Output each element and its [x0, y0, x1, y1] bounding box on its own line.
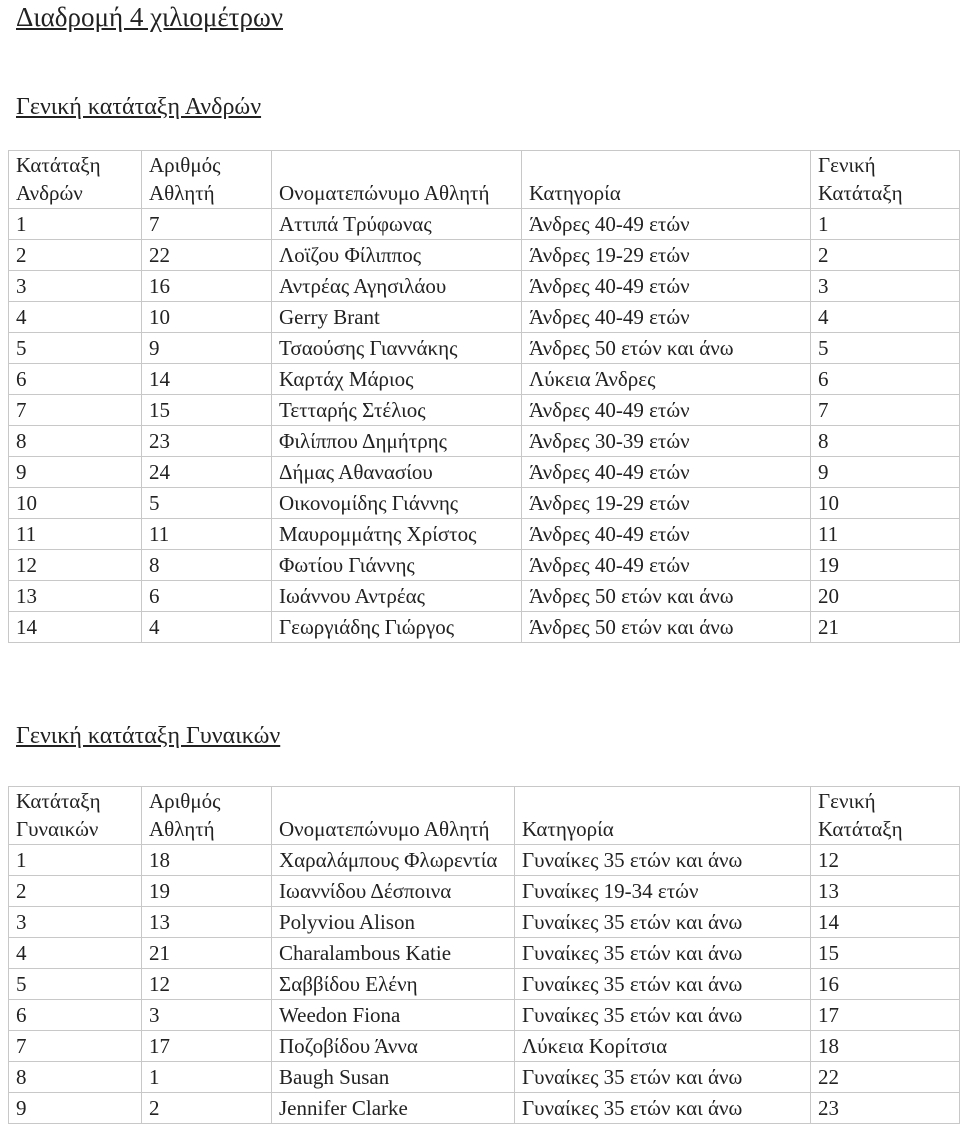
cell-athlete-name: Σαββίδου Ελένη	[272, 969, 515, 1000]
cell-athlete-name: Καρτάχ Μάριος	[272, 364, 522, 395]
cell-athlete-number: 3	[142, 1000, 272, 1031]
cell-overall-rank: 23	[811, 1093, 960, 1124]
cell-rank: 5	[9, 969, 142, 1000]
cell-rank: 2	[9, 876, 142, 907]
cell-category: Λύκεια Κορίτσια	[515, 1031, 811, 1062]
cell-athlete-name: Ποζοβίδου Άννα	[272, 1031, 515, 1062]
women-results-table	[8, 786, 960, 1124]
table-row	[9, 271, 960, 302]
cell-category: Άνδρες 40-49 ετών	[522, 550, 811, 581]
cell-athlete-number: 16	[142, 271, 272, 302]
cell-overall-rank: 11	[811, 519, 960, 550]
cell-rank: 12	[9, 550, 142, 581]
table-row	[9, 364, 960, 395]
cell-overall-rank: 8	[811, 426, 960, 457]
table-row	[9, 240, 960, 271]
cell-athlete-number: 1	[142, 1062, 272, 1093]
cell-overall-rank: 22	[811, 1062, 960, 1093]
cell-rank: 10	[9, 488, 142, 519]
cell-athlete-name: Μαυρομμάτης Χρίστος	[272, 519, 522, 550]
cell-category: Γυναίκες 35 ετών και άνω	[515, 1000, 811, 1031]
cell-category: Γυναίκες 35 ετών και άνω	[515, 938, 811, 969]
cell-overall-rank: 10	[811, 488, 960, 519]
cell-overall-rank: 15	[811, 938, 960, 969]
table-row	[9, 550, 960, 581]
table-row	[9, 457, 960, 488]
cell-category: Άνδρες 40-49 ετών	[522, 209, 811, 240]
cell-overall-rank: 5	[811, 333, 960, 364]
cell-category: Άνδρες 40-49 ετών	[522, 302, 811, 333]
cell-overall-rank: 21	[811, 612, 960, 643]
table-row	[9, 907, 960, 938]
cell-rank: 9	[9, 457, 142, 488]
cell-overall-rank: 1	[811, 209, 960, 240]
cell-athlete-number: 13	[142, 907, 272, 938]
cell-athlete-name: Τσαούσης Γιαννάκης	[272, 333, 522, 364]
table-row	[9, 209, 960, 240]
cell-rank: 2	[9, 240, 142, 271]
cell-category: Γυναίκες 19-34 ετών	[515, 876, 811, 907]
cell-rank: 4	[9, 938, 142, 969]
cell-overall-rank: 6	[811, 364, 960, 395]
cell-athlete-number: 6	[142, 581, 272, 612]
header-athlete-name: Ονοματεπώνυμο Αθλητή	[272, 787, 515, 845]
cell-athlete-number: 12	[142, 969, 272, 1000]
cell-athlete-name: Ιωάννου Αντρέας	[272, 581, 522, 612]
cell-rank: 6	[9, 364, 142, 395]
header-athlete-name: Ονοματεπώνυμο Αθλητή	[272, 151, 522, 209]
cell-rank: 13	[9, 581, 142, 612]
men-results-table	[8, 150, 960, 643]
cell-category: Άνδρες 19-29 ετών	[522, 240, 811, 271]
cell-rank: 1	[9, 845, 142, 876]
table-row	[9, 488, 960, 519]
cell-athlete-name: Χαραλάμπους Φλωρεντία	[272, 845, 515, 876]
cell-athlete-name: Δήμας Αθανασίου	[272, 457, 522, 488]
cell-rank: 14	[9, 612, 142, 643]
header-overall-rank: Γενική Κατάταξη	[811, 787, 960, 845]
table-row	[9, 395, 960, 426]
cell-athlete-number: 24	[142, 457, 272, 488]
table-row	[9, 969, 960, 1000]
cell-category: Γυναίκες 35 ετών και άνω	[515, 1062, 811, 1093]
cell-overall-rank: 17	[811, 1000, 960, 1031]
cell-overall-rank: 18	[811, 1031, 960, 1062]
cell-rank: 5	[9, 333, 142, 364]
cell-category: Γυναίκες 35 ετών και άνω	[515, 969, 811, 1000]
cell-overall-rank: 2	[811, 240, 960, 271]
header-rank: Κατάταξη Γυναικών	[9, 787, 142, 845]
cell-athlete-name: Ιωαννίδου Δέσποινα	[272, 876, 515, 907]
cell-athlete-number: 17	[142, 1031, 272, 1062]
cell-rank: 3	[9, 271, 142, 302]
cell-rank: 8	[9, 1062, 142, 1093]
table-row	[9, 333, 960, 364]
table-row	[9, 426, 960, 457]
cell-athlete-name: Baugh Susan	[272, 1062, 515, 1093]
cell-category: Γυναίκες 35 ετών και άνω	[515, 845, 811, 876]
cell-athlete-name: Φωτίου Γιάννης	[272, 550, 522, 581]
table-row	[9, 1093, 960, 1124]
cell-athlete-name: Γεωργιάδης Γιώργος	[272, 612, 522, 643]
cell-overall-rank: 20	[811, 581, 960, 612]
table-row	[9, 876, 960, 907]
cell-athlete-number: 7	[142, 209, 272, 240]
cell-overall-rank: 13	[811, 876, 960, 907]
cell-overall-rank: 12	[811, 845, 960, 876]
header-overall-rank: Γενική Κατάταξη	[811, 151, 960, 209]
table-row	[9, 938, 960, 969]
cell-category: Γυναίκες 35 ετών και άνω	[515, 1093, 811, 1124]
page-title: Διαδρομή 4 χιλιομέτρων	[16, 2, 283, 32]
header-athlete-number: Αριθμός Αθλητή	[142, 151, 272, 209]
cell-athlete-name: Λοϊζου Φίλιππος	[272, 240, 522, 271]
header-rank: Κατάταξη Ανδρών	[9, 151, 142, 209]
table-row	[9, 302, 960, 333]
cell-category: Άνδρες 50 ετών και άνω	[522, 333, 811, 364]
cell-athlete-number: 4	[142, 612, 272, 643]
cell-overall-rank: 3	[811, 271, 960, 302]
cell-category: Άνδρες 40-49 ετών	[522, 519, 811, 550]
table-row	[9, 581, 960, 612]
cell-athlete-name: Αττιπά Τρύφωνας	[272, 209, 522, 240]
cell-athlete-number: 9	[142, 333, 272, 364]
cell-athlete-name: Φιλίππου Δημήτρης	[272, 426, 522, 457]
cell-athlete-name: Charalambous Katie	[272, 938, 515, 969]
cell-athlete-number: 18	[142, 845, 272, 876]
cell-category: Άνδρες 30-39 ετών	[522, 426, 811, 457]
men-section-title: Γενική κατάταξη Ανδρών	[16, 94, 262, 120]
cell-athlete-number: 19	[142, 876, 272, 907]
cell-rank: 7	[9, 1031, 142, 1062]
cell-overall-rank: 9	[811, 457, 960, 488]
cell-rank: 3	[9, 907, 142, 938]
cell-athlete-name: Weedon Fiona	[272, 1000, 515, 1031]
cell-athlete-number: 15	[142, 395, 272, 426]
cell-rank: 1	[9, 209, 142, 240]
table-header-row	[9, 787, 960, 845]
cell-rank: 7	[9, 395, 142, 426]
cell-athlete-number: 10	[142, 302, 272, 333]
cell-athlete-number: 14	[142, 364, 272, 395]
table-row	[9, 1062, 960, 1093]
cell-category: Άνδρες 40-49 ετών	[522, 395, 811, 426]
cell-athlete-number: 21	[142, 938, 272, 969]
cell-athlete-name: Jennifer Clarke	[272, 1093, 515, 1124]
women-section-title: Γενική κατάταξη Γυναικών	[16, 723, 281, 749]
table-row	[9, 1031, 960, 1062]
cell-rank: 6	[9, 1000, 142, 1031]
cell-athlete-name: Polyviou Alison	[272, 907, 515, 938]
table-row	[9, 1000, 960, 1031]
cell-athlete-number: 2	[142, 1093, 272, 1124]
cell-overall-rank: 19	[811, 550, 960, 581]
cell-rank: 11	[9, 519, 142, 550]
table-row	[9, 612, 960, 643]
cell-athlete-name: Gerry Brant	[272, 302, 522, 333]
cell-athlete-number: 22	[142, 240, 272, 271]
table-header-row	[9, 151, 960, 209]
cell-category: Γυναίκες 35 ετών και άνω	[515, 907, 811, 938]
cell-rank: 4	[9, 302, 142, 333]
cell-category: Άνδρες 50 ετών και άνω	[522, 581, 811, 612]
cell-athlete-number: 5	[142, 488, 272, 519]
table-row	[9, 519, 960, 550]
cell-rank: 8	[9, 426, 142, 457]
header-category: Κατηγορία	[515, 787, 811, 845]
cell-athlete-number: 23	[142, 426, 272, 457]
cell-overall-rank: 14	[811, 907, 960, 938]
cell-overall-rank: 4	[811, 302, 960, 333]
cell-athlete-number: 8	[142, 550, 272, 581]
table-row	[9, 845, 960, 876]
header-athlete-number: Αριθμός Αθλητή	[142, 787, 272, 845]
cell-rank: 9	[9, 1093, 142, 1124]
cell-category: Άνδρες 19-29 ετών	[522, 488, 811, 519]
cell-category: Άνδρες 40-49 ετών	[522, 271, 811, 302]
cell-athlete-name: Οικονομίδης Γιάννης	[272, 488, 522, 519]
cell-athlete-name: Τετταρής Στέλιος	[272, 395, 522, 426]
cell-athlete-number: 11	[142, 519, 272, 550]
cell-category: Άνδρες 50 ετών και άνω	[522, 612, 811, 643]
cell-category: Άνδρες 40-49 ετών	[522, 457, 811, 488]
cell-athlete-name: Αντρέας Αγησιλάου	[272, 271, 522, 302]
cell-overall-rank: 7	[811, 395, 960, 426]
cell-category: Λύκεια Άνδρες	[522, 364, 811, 395]
header-category: Κατηγορία	[522, 151, 811, 209]
cell-overall-rank: 16	[811, 969, 960, 1000]
